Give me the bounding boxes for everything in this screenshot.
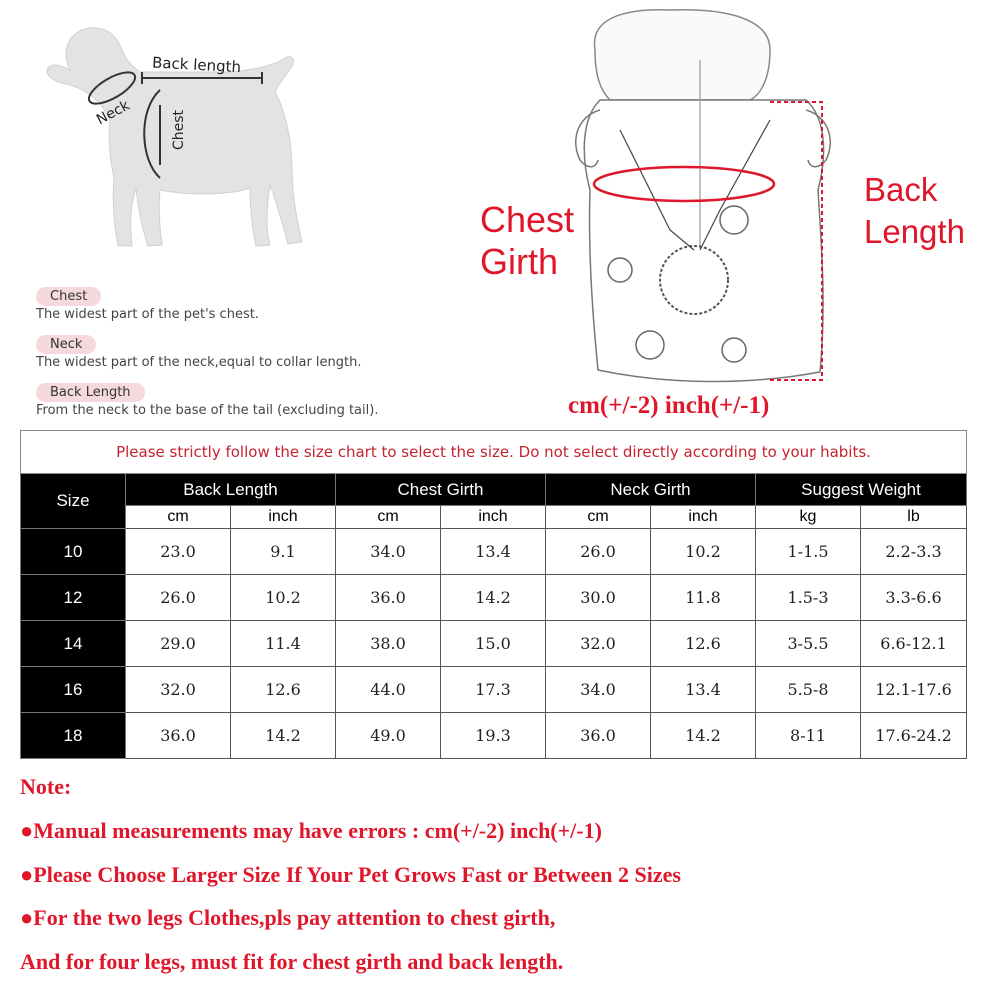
unit-header: cm — [546, 506, 651, 529]
table-cell: 12.6 — [651, 621, 756, 667]
note-item: ●Please Choose Larger Size If Your Pet Grows Fast or Between 2 Sizes — [20, 862, 681, 887]
table-cell: 6.6-12.1 — [861, 621, 967, 667]
table-cell: 14.2 — [441, 575, 546, 621]
table-cell: 49.0 — [336, 713, 441, 759]
coat-patch — [720, 206, 748, 234]
table-cell: 36.0 — [546, 713, 651, 759]
unit-header: lb — [861, 506, 967, 529]
size-notice: Please strictly follow the size chart to select the size. Do not select directly according to your habits. — [21, 431, 967, 474]
table-cell: 11.4 — [231, 621, 336, 667]
unit-header: inch — [231, 506, 336, 529]
chest-girth-label-line2: Girth — [480, 241, 559, 282]
table-cell: 29.0 — [126, 621, 231, 667]
legend-back-length-desc: From the neck to the base of the tail (excluding tail). — [36, 403, 379, 418]
coat-body — [584, 100, 823, 382]
table-cell: 8-11 — [756, 713, 861, 759]
size-chart-table — [20, 430, 967, 759]
table-cell: 3.3-6.6 — [861, 575, 967, 621]
table-row — [21, 575, 967, 621]
dog-measurement-diagram — [30, 10, 320, 260]
table-cell: 11.8 — [651, 575, 756, 621]
table-row — [21, 621, 967, 667]
unit-header: inch — [441, 506, 546, 529]
table-cell: 3-5.5 — [756, 621, 861, 667]
table-row — [21, 713, 967, 759]
coat-hood — [594, 10, 770, 100]
table-cell: 19.3 — [441, 713, 546, 759]
table-cell: 13.4 — [651, 667, 756, 713]
table-cell: 1.5-3 — [756, 575, 861, 621]
table-cell: 1-1.5 — [756, 529, 861, 575]
coat-patch — [608, 258, 632, 282]
table-cell: 26.0 — [546, 529, 651, 575]
table-cell: 10.2 — [231, 575, 336, 621]
size-value: 16 — [21, 667, 126, 713]
table-cell: 14.2 — [651, 713, 756, 759]
legend-chest-desc: The widest part of the pet's chest. — [36, 307, 259, 322]
note-item: ●Manual measurements may have errors : cm(+/-2) inch(+/-1) — [20, 818, 602, 843]
back-length-label-line2: Length — [864, 213, 965, 250]
unit-header: inch — [651, 506, 756, 529]
table-row — [21, 667, 967, 713]
note-item: And for four legs, must fit for chest girth and back length. — [20, 949, 564, 974]
table-cell: 14.2 — [231, 713, 336, 759]
back-length-label-line1: Back — [864, 171, 938, 208]
table-cell: 32.0 — [546, 621, 651, 667]
table-cell: 36.0 — [336, 575, 441, 621]
size-value: 12 — [21, 575, 126, 621]
table-cell: 34.0 — [546, 667, 651, 713]
chest-girth-label-line1: Chest — [480, 199, 575, 240]
legend-back-length-pill: Back Length — [36, 383, 145, 402]
header-neck-girth: Neck Girth — [546, 474, 756, 506]
tolerance-label: cm(+/-2) inch(+/-1) — [568, 392, 770, 419]
legend-neck-desc: The widest part of the neck,equal to collar length. — [36, 355, 362, 370]
size-value: 14 — [21, 621, 126, 667]
coat-patch — [636, 331, 664, 359]
coat-pompom — [660, 246, 728, 314]
table-cell: 38.0 — [336, 621, 441, 667]
size-header: Size — [21, 474, 126, 529]
table-cell: 44.0 — [336, 667, 441, 713]
table-cell: 34.0 — [336, 529, 441, 575]
legend-neck-pill: Neck — [36, 335, 96, 354]
table-cell: 12.1-17.6 — [861, 667, 967, 713]
table-cell: 36.0 — [126, 713, 231, 759]
table-cell: 10.2 — [651, 529, 756, 575]
back-length-label: Back length — [151, 53, 242, 77]
legend-chest-pill: Chest — [36, 287, 101, 306]
table-cell: 23.0 — [126, 529, 231, 575]
table-row — [21, 529, 967, 575]
table-cell: 13.4 — [441, 529, 546, 575]
table-cell: 30.0 — [546, 575, 651, 621]
unit-header: cm — [126, 506, 231, 529]
table-cell: 17.6-24.2 — [861, 713, 967, 759]
header-chest-girth: Chest Girth — [336, 474, 546, 506]
header-back-length: Back Length — [126, 474, 336, 506]
size-value: 18 — [21, 713, 126, 759]
unit-header: kg — [756, 506, 861, 529]
note-item: ●For the two legs Clothes,pls pay attention to chest girth, — [20, 905, 556, 930]
table-cell: 5.5-8 — [756, 667, 861, 713]
table-cell: 17.3 — [441, 667, 546, 713]
header-suggest-weight: Suggest Weight — [756, 474, 967, 506]
unit-header: cm — [336, 506, 441, 529]
neck-label: Neck — [93, 97, 133, 129]
table-cell: 15.0 — [441, 621, 546, 667]
table-cell: 9.1 — [231, 529, 336, 575]
table-cell: 12.6 — [231, 667, 336, 713]
note-title: Note: — [20, 774, 72, 799]
chest-label: Chest — [171, 109, 187, 150]
table-cell: 2.2-3.3 — [861, 529, 967, 575]
table-cell: 26.0 — [126, 575, 231, 621]
table-cell: 32.0 — [126, 667, 231, 713]
coat-patch — [722, 338, 746, 362]
size-value: 10 — [21, 529, 126, 575]
